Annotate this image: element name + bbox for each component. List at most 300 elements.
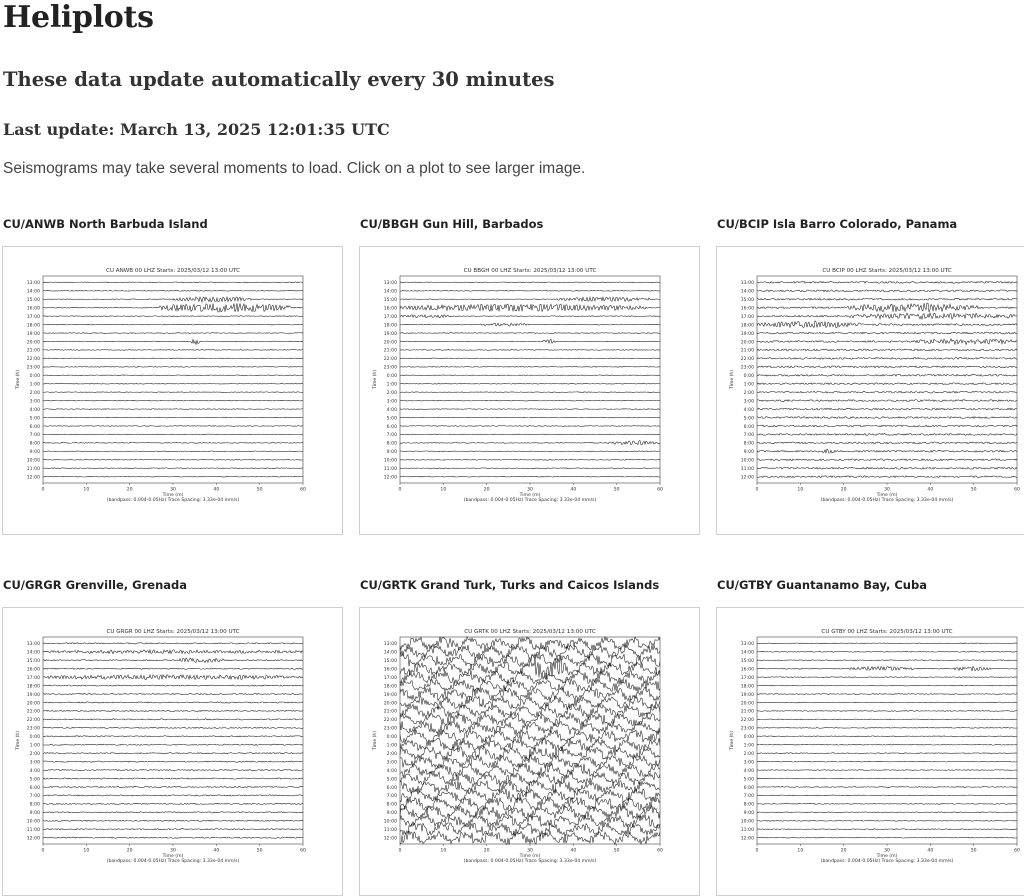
trace-line (43, 434, 303, 435)
y-tick-label: 14:00 (26, 650, 40, 656)
x-tick-label: 30 (170, 848, 176, 854)
y-tick-label: 15:00 (383, 659, 397, 665)
trace-line (43, 693, 303, 694)
trace-line (43, 459, 303, 460)
trace-line (757, 837, 1017, 838)
y-tick-label: 22:00 (383, 718, 397, 724)
trace-line (757, 459, 1017, 461)
station-label-grtk: CU/GRTK Grand Turk, Turks and Caicos Islands (360, 578, 660, 592)
y-axis-label: Time (h) (730, 369, 735, 390)
trace-line (757, 744, 1017, 745)
y-tick-label: 20:00 (26, 701, 40, 707)
x-tick-label: 30 (884, 487, 890, 493)
trace-line (43, 761, 303, 762)
plot-frame (757, 637, 1017, 844)
y-tick-label: 9:00 (386, 450, 397, 456)
y-tick-label: 19:00 (26, 692, 40, 698)
y-tick-label: 9:00 (29, 811, 40, 817)
trace-line (43, 468, 303, 469)
y-tick-label: 23:00 (740, 726, 754, 732)
y-tick-label: 14:00 (740, 650, 754, 656)
y-tick-label: 22:00 (383, 357, 397, 363)
x-tick-label: 60 (657, 848, 663, 854)
trace-line (43, 685, 303, 686)
x-tick-label: 40 (213, 848, 220, 854)
heliplot-bcip[interactable] (716, 246, 1024, 535)
x-tick-label: 40 (213, 487, 220, 493)
plot-title: CU GRTK 00 LHZ Starts: 2025/03/12 13:00 UTC (464, 629, 596, 635)
plot-title: CU GTBY 00 LHZ Starts: 2025/03/12 13:00 UTC (821, 629, 953, 635)
y-tick-label: 14:00 (740, 289, 754, 295)
heliplot-anwb[interactable] (2, 246, 343, 535)
x-tick-label: 40 (570, 848, 577, 854)
plot-title: CU ANWB 00 LHZ Starts: 2025/03/12 13:00 UTC (105, 268, 241, 274)
trace-line (43, 769, 303, 770)
y-tick-label: 18:00 (383, 684, 397, 690)
trace-line (400, 323, 660, 326)
trace-line (43, 812, 303, 813)
trace-line (757, 660, 1017, 661)
trace-line (43, 753, 303, 754)
trace-line (400, 290, 660, 291)
trace-line (400, 350, 660, 351)
y-tick-label: 17:00 (740, 675, 754, 681)
plot-title: CU BCIP 00 LHZ Starts: 2025/03/12 13:00 UTC (822, 268, 952, 274)
trace-line (43, 392, 303, 393)
y-tick-label: 13:00 (26, 642, 40, 648)
trace-line (400, 400, 660, 401)
trace-line (400, 822, 660, 836)
trace-line (400, 687, 660, 701)
trace-line (400, 789, 660, 803)
y-tick-label: 5:00 (743, 777, 754, 783)
plot-footer: (bandpass: 0.004-0.05Hz) Trace Spacing: 3.33e-04 mm/s) (463, 498, 597, 503)
y-tick-label: 12:00 (26, 475, 40, 481)
trace-line (757, 281, 1017, 283)
y-tick-label: 17:00 (740, 314, 754, 320)
y-axis-label: Time (h) (730, 730, 735, 751)
y-tick-label: 16:00 (26, 667, 40, 673)
x-axis-label: Time (m) (162, 854, 184, 859)
trace-line (757, 702, 1017, 703)
x-tick-label: 30 (527, 848, 533, 854)
trace-line (43, 643, 303, 644)
x-tick-label: 40 (927, 848, 934, 854)
y-tick-label: 23:00 (26, 726, 40, 732)
trace-line (43, 400, 303, 401)
trace-line (43, 303, 303, 312)
y-tick-label: 18:00 (383, 323, 397, 329)
trace-line (400, 426, 660, 427)
trace-line (757, 383, 1017, 385)
trace-line (757, 778, 1017, 779)
x-tick-label: 20 (840, 848, 847, 854)
y-tick-label: 2:00 (743, 390, 754, 396)
y-tick-label: 10:00 (383, 819, 397, 825)
trace-line (43, 668, 303, 669)
y-tick-label: 17:00 (26, 675, 40, 681)
y-tick-label: 16:00 (383, 306, 397, 312)
trace-line (43, 803, 303, 804)
trace-line (757, 332, 1017, 334)
y-tick-label: 2:00 (386, 751, 397, 757)
y-tick-label: 6:00 (386, 785, 397, 791)
y-tick-label: 13:00 (383, 642, 397, 648)
trace-line (757, 303, 1017, 312)
y-tick-label: 20:00 (740, 340, 754, 346)
x-tick-label: 50 (613, 848, 620, 854)
y-tick-label: 2:00 (743, 751, 754, 757)
heliplot-svg (717, 247, 1024, 535)
x-tick-label: 40 (570, 487, 577, 493)
trace-line (43, 417, 303, 418)
trace-line (757, 417, 1017, 419)
trace-line (400, 409, 660, 410)
trace-line (400, 468, 660, 469)
trace-line (400, 366, 660, 367)
heliplot-svg (3, 608, 343, 896)
y-tick-label: 13:00 (383, 281, 397, 287)
trace-line (43, 795, 303, 796)
trace-line (43, 702, 303, 703)
plot-footer: (bandpass: 0.004-0.05Hz) Trace Spacing: 3.33e-04 mm/s) (463, 859, 597, 864)
x-axis-label: Time (m) (876, 493, 898, 498)
trace-line (400, 831, 660, 845)
x-tick-label: 60 (300, 848, 306, 854)
trace-line (757, 366, 1017, 368)
y-tick-label: 10:00 (740, 458, 754, 464)
x-axis-label: Time (m) (519, 493, 541, 498)
x-tick-label: 20 (483, 848, 490, 854)
plot-frame (400, 276, 660, 483)
y-tick-label: 20:00 (740, 701, 754, 707)
y-tick-label: 10:00 (26, 819, 40, 825)
y-tick-label: 22:00 (26, 718, 40, 724)
trace-line (757, 442, 1017, 444)
y-tick-label: 2:00 (386, 390, 397, 396)
y-axis-label: Time (h) (373, 730, 378, 751)
x-axis-label: Time (m) (519, 854, 541, 859)
heliplot-svg (360, 247, 700, 535)
x-tick-label: 10 (83, 487, 90, 493)
x-tick-label: 20 (483, 487, 490, 493)
x-tick-label: 10 (797, 848, 804, 854)
trace-line (757, 374, 1017, 376)
trace-line (43, 786, 303, 787)
y-tick-label: 8:00 (386, 441, 397, 447)
trace-line (43, 316, 303, 317)
trace-line (757, 666, 1017, 671)
x-tick-label: 20 (126, 487, 133, 493)
y-tick-label: 6:00 (386, 424, 397, 430)
y-tick-label: 11:00 (740, 828, 754, 834)
heliplot-grtk[interactable] (359, 607, 700, 896)
y-tick-label: 13:00 (740, 281, 754, 287)
trace-line (400, 383, 660, 384)
y-axis-label: Time (h) (16, 730, 21, 751)
y-tick-label: 7:00 (29, 794, 40, 800)
trace-line (43, 658, 303, 662)
y-tick-label: 1:00 (29, 743, 40, 749)
trace-line (400, 333, 660, 334)
y-tick-label: 7:00 (386, 794, 397, 800)
trace-line (400, 339, 660, 343)
y-tick-label: 16:00 (383, 667, 397, 673)
y-tick-label: 21:00 (26, 348, 40, 354)
trace-line (400, 297, 660, 301)
y-tick-label: 15:00 (740, 298, 754, 304)
y-tick-label: 1:00 (743, 382, 754, 388)
x-tick-label: 30 (170, 487, 176, 493)
y-tick-label: 3:00 (29, 399, 40, 405)
trace-line (43, 778, 303, 779)
y-tick-label: 19:00 (383, 331, 397, 337)
trace-line (43, 324, 303, 325)
trace-line (400, 729, 660, 743)
y-tick-label: 11:00 (740, 467, 754, 473)
y-tick-label: 6:00 (29, 785, 40, 791)
x-tick-label: 30 (884, 848, 890, 854)
plot-frame (400, 637, 660, 844)
trace-line (757, 298, 1017, 300)
trace-line (400, 746, 660, 760)
trace-line (400, 476, 660, 477)
trace-line (757, 711, 1017, 712)
y-tick-label: 1:00 (743, 743, 754, 749)
trace-line (757, 719, 1017, 720)
plot-title: CU BBGH 00 LHZ Starts: 2025/03/12 13:00 UTC (463, 268, 597, 274)
y-axis-label: Time (h) (373, 369, 378, 390)
trace-line (757, 643, 1017, 644)
y-tick-label: 4:00 (29, 407, 40, 413)
heliplot-bbgh[interactable] (359, 246, 700, 535)
plot-footer: (bandpass: 0.004-0.05Hz) Trace Spacing: 3.33e-04 mm/s) (820, 859, 954, 864)
trace-line (43, 719, 303, 720)
y-tick-label: 8:00 (743, 441, 754, 447)
trace-line (757, 425, 1017, 427)
trace-line (757, 349, 1017, 351)
trace-line (43, 451, 303, 452)
trace-line (757, 812, 1017, 813)
y-tick-label: 8:00 (743, 802, 754, 808)
station-label-grgr: CU/GRGR Grenville, Grenada (3, 578, 188, 592)
trace-line (43, 409, 303, 410)
trace-line (757, 694, 1017, 695)
y-tick-label: 4:00 (386, 768, 397, 774)
y-tick-label: 0:00 (29, 735, 40, 741)
y-tick-label: 19:00 (383, 692, 397, 698)
trace-line (43, 675, 303, 680)
y-tick-label: 20:00 (26, 340, 40, 346)
heliplot-svg (717, 608, 1024, 896)
y-tick-label: 20:00 (383, 340, 397, 346)
y-tick-label: 7:00 (29, 433, 40, 439)
y-tick-label: 13:00 (740, 642, 754, 648)
y-tick-label: 21:00 (740, 709, 754, 715)
y-tick-label: 11:00 (383, 467, 397, 473)
x-axis-label: Time (m) (876, 854, 898, 859)
trace-line (400, 441, 660, 445)
y-tick-label: 14:00 (383, 650, 397, 656)
trace-line (43, 837, 303, 838)
y-tick-label: 16:00 (26, 306, 40, 312)
trace-line (43, 366, 303, 367)
y-tick-label: 0:00 (29, 374, 40, 380)
x-tick-label: 40 (927, 487, 934, 493)
x-tick-label: 50 (970, 487, 977, 493)
y-tick-label: 6:00 (743, 424, 754, 430)
y-tick-label: 14:00 (26, 289, 40, 295)
y-tick-label: 19:00 (740, 331, 754, 337)
trace-line (43, 727, 303, 728)
y-tick-label: 11:00 (26, 467, 40, 473)
y-tick-label: 23:00 (383, 365, 397, 371)
y-tick-label: 5:00 (29, 416, 40, 422)
y-tick-label: 16:00 (740, 306, 754, 312)
trace-line (43, 375, 303, 376)
trace-line (757, 434, 1017, 436)
y-tick-label: 13:00 (26, 281, 40, 287)
heliplot-grgr[interactable] (2, 607, 343, 896)
x-tick-label: 0 (41, 487, 45, 493)
trace-line (757, 753, 1017, 754)
x-tick-label: 10 (797, 487, 804, 493)
y-tick-label: 11:00 (26, 828, 40, 834)
y-tick-label: 5:00 (386, 416, 397, 422)
trace-line (43, 820, 303, 821)
y-tick-label: 16:00 (740, 667, 754, 673)
heliplot-gtby[interactable] (716, 607, 1024, 896)
y-tick-label: 3:00 (743, 399, 754, 405)
trace-line (757, 467, 1017, 469)
y-tick-label: 3:00 (386, 760, 397, 766)
y-tick-label: 4:00 (743, 768, 754, 774)
y-tick-label: 1:00 (386, 382, 397, 388)
trace-line (757, 357, 1017, 359)
y-tick-label: 20:00 (383, 701, 397, 707)
x-tick-label: 0 (755, 848, 759, 854)
trace-line (400, 358, 660, 359)
trace-line (43, 383, 303, 384)
trace-line (43, 829, 303, 830)
station-label-anwb: CU/ANWB North Barbuda Island (3, 217, 208, 231)
x-tick-label: 20 (840, 487, 847, 493)
trace-line (400, 755, 660, 768)
y-tick-label: 0:00 (386, 735, 397, 741)
trace-line (400, 670, 660, 684)
y-tick-label: 15:00 (740, 659, 754, 665)
y-tick-label: 22:00 (740, 357, 754, 363)
y-tick-label: 23:00 (740, 365, 754, 371)
trace-line (43, 744, 303, 745)
x-tick-label: 10 (440, 848, 447, 854)
plot-frame (43, 276, 303, 483)
y-tick-label: 3:00 (743, 760, 754, 766)
x-axis-label: Time (m) (162, 493, 184, 498)
y-tick-label: 8:00 (386, 802, 397, 808)
x-tick-label: 50 (256, 487, 263, 493)
trace-line (43, 350, 303, 351)
trace-line (43, 443, 303, 444)
y-tick-label: 6:00 (29, 424, 40, 430)
trace-line (757, 803, 1017, 804)
y-tick-label: 3:00 (386, 399, 397, 405)
x-tick-label: 20 (126, 848, 133, 854)
y-tick-label: 15:00 (383, 298, 397, 304)
trace-line (757, 829, 1017, 830)
y-tick-label: 9:00 (743, 450, 754, 456)
y-tick-label: 5:00 (743, 416, 754, 422)
trace-line (43, 426, 303, 427)
trace-line (757, 685, 1017, 686)
plot-footer: (bandpass: 0.004-0.05Hz) Trace Spacing: 3.33e-04 mm/s) (106, 498, 240, 503)
station-label-bcip: CU/BCIP Isla Barro Colorado, Panama (717, 217, 958, 231)
x-tick-label: 10 (83, 848, 90, 854)
y-tick-label: 11:00 (383, 828, 397, 834)
heliplot-svg (360, 608, 700, 896)
x-tick-label: 30 (527, 487, 533, 493)
y-tick-label: 18:00 (26, 684, 40, 690)
x-tick-label: 0 (41, 848, 45, 854)
trace-line (400, 315, 660, 318)
y-tick-label: 15:00 (26, 659, 40, 665)
y-tick-label: 21:00 (383, 348, 397, 354)
y-tick-label: 7:00 (386, 433, 397, 439)
y-tick-label: 15:00 (26, 298, 40, 304)
y-tick-label: 8:00 (29, 441, 40, 447)
y-tick-label: 3:00 (29, 760, 40, 766)
y-tick-label: 23:00 (383, 726, 397, 732)
last-update: Last update: March 13, 2025 12:01:35 UTC (3, 120, 390, 139)
trace-line (400, 645, 660, 659)
y-tick-label: 9:00 (29, 450, 40, 456)
y-tick-label: 12:00 (383, 475, 397, 481)
trace-line (43, 333, 303, 334)
x-tick-label: 10 (440, 487, 447, 493)
station-label-bbgh: CU/BBGH Gun Hill, Barbados (360, 217, 544, 231)
trace-line (43, 297, 303, 302)
trace-line (757, 795, 1017, 796)
trace-line (757, 727, 1017, 728)
y-tick-label: 4:00 (743, 407, 754, 413)
y-tick-label: 10:00 (740, 819, 754, 825)
trace-line (400, 763, 660, 777)
trace-line (757, 321, 1017, 328)
trace-line (43, 650, 303, 654)
y-tick-label: 21:00 (26, 709, 40, 715)
y-tick-label: 17:00 (26, 314, 40, 320)
trace-line (757, 651, 1017, 652)
y-tick-label: 17:00 (383, 675, 397, 681)
trace-line (757, 736, 1017, 737)
y-tick-label: 17:00 (383, 314, 397, 320)
y-tick-label: 5:00 (29, 777, 40, 783)
y-tick-label: 2:00 (29, 751, 40, 757)
y-tick-label: 18:00 (740, 323, 754, 329)
y-tick-label: 9:00 (386, 811, 397, 817)
y-tick-label: 4:00 (29, 768, 40, 774)
trace-line (400, 417, 660, 418)
y-tick-label: 9:00 (743, 811, 754, 817)
trace-line (757, 761, 1017, 762)
trace-line (400, 679, 660, 693)
y-tick-label: 23:00 (26, 365, 40, 371)
trace-line (757, 313, 1017, 319)
x-tick-label: 50 (970, 848, 977, 854)
trace-line (757, 770, 1017, 771)
x-tick-label: 0 (398, 487, 402, 493)
trace-line (757, 408, 1017, 410)
